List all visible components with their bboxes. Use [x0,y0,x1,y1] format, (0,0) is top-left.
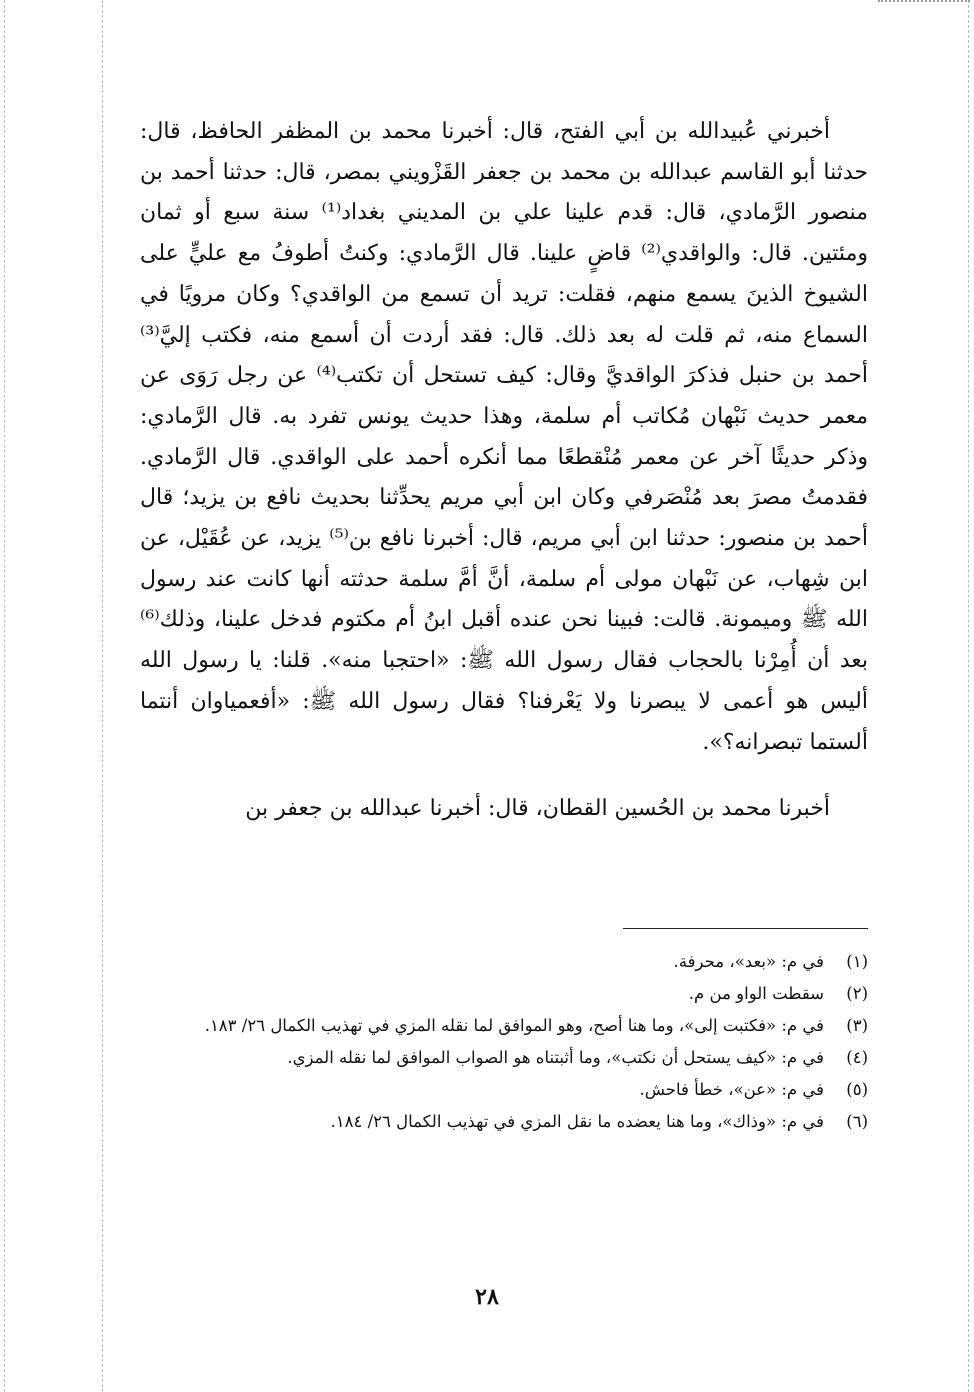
footnote-number: (٥) [846,1080,868,1099]
footnote-text: في م: «بعد»، محرفة. [673,952,824,971]
footnote [140,946,868,978]
footnote [140,1010,868,1042]
footnote-separator [623,928,868,929]
footnote [140,1074,868,1106]
footnote-text: سقطت الواو من م. [688,984,824,1003]
footnote-number: (٤) [846,1048,868,1067]
footnote-text: في م: «فكتبت إلى»، وما هنا أصح، وهو الموافق لما نقله المزي في تهذيب الكمال ٢٦/ ١٨٣. [204,1016,824,1035]
footnote [140,1042,868,1074]
footnote-number: (٢) [846,984,868,1003]
scan-corner-mark [878,0,970,2]
footnote-number: (٣) [846,1016,868,1035]
footnotes [140,946,868,1138]
paragraph: أخبرنا محمد بن الحُسين القطان، قال: أخبرنا عبدالله بن جعفر بن [245,796,830,822]
footnote-number: (١) [846,952,868,971]
main-text-block [140,112,868,830]
page-number: ٢٨ [475,1284,499,1310]
footnote [140,978,868,1010]
footnote-text: في م: «كيف يستحل أن نكتب»، وما أثبتناه هو الصواب الموافق لما نقله المزي. [287,1048,824,1067]
footnote-text: في م: «عن»، خطأ فاحش. [639,1080,824,1099]
scan-guide-line [968,0,969,1392]
paragraph: أخبرني عُبيدالله بن أبي الفتح، قال: أخبرنا محمد بن المظفر الحافظ، قال: حدثنا أبو القاسم عبدالله بن محمد بن جعفر القَزْويني بمصر، قال: حدثنا أحمد بن منصور الرَّمادي، قال: قدم علينا علي بن المديني بغداد⁽¹⁾ سنة سبع أو ثمان ومئتين. قال: والواقدي⁽²⁾ قاضٍ علينا. قال الرَّمادي: وكنتُ أطوفُ مع عليٍّ على الشيوخ الذينَ يسمع منهم، فقلت: تريد أن تسمع من الواقدي؟ وكان مرويًا في السماع منه، ثم قلت له بعد ذلك. قال: فقد أردت أن أسمع منه، فكتب إليَّ⁽³⁾ أحمد بن حنبل فذكرَ الواقديَّ وقال: كيف تستحل أن تكتب⁽⁴⁾ عن رجل رَوَى عن معمر حديث نَبْهان مُكاتب أم سلمة، وهذا حديث يونس تفرد به. قال الرَّمادي: وذكر حديثًا آخر عن معمر مُنْقطعًا مما أنكره أحمد على الواقدي. قال الرَّمادي. فقدمتُ مصرَ بعد مُنْصَرفي وكان ابن أبي مريم يحدِّثنا بحديث نافع بن يزيد؛ قال أحمد بن منصور: حدثنا ابن أبي مريم، قال: أخبرنا نافع بن⁽⁵⁾ يزيد، عن عُقَيْل، عن ابن شِهاب، عن نَبْهان مولى أم سلمة، أنَّ أمَّ سلمة حدثته أنها كانت عند رسول الله ﷺ وميمونة. قالت: فبينا نحن عنده أقبل ابنُ أم مكتوم فدخل علينا، وذلك⁽⁶⁾ بعد أن أُمِرْنا بالحجاب فقال رسول الله ﷺ: «احتجبا منه». قلنا: يا رسول الله أليس هو أعمى لا يبصرنا ولا يَعْرفنا؟ فقال رسول الله ﷺ: «أفعمياوان أنتما ألستما تبصرانه؟». [140,119,869,755]
footnote-text: في م: «وذاك»، وما هنا يعضده ما نقل المزي في تهذيب الكمال ٢٦/ ١٨٤. [330,1112,824,1131]
scan-guide-line [4,0,5,1392]
scan-guide-line [102,0,103,1392]
footnote-number: (٦) [846,1112,868,1131]
footnote [140,1106,868,1138]
